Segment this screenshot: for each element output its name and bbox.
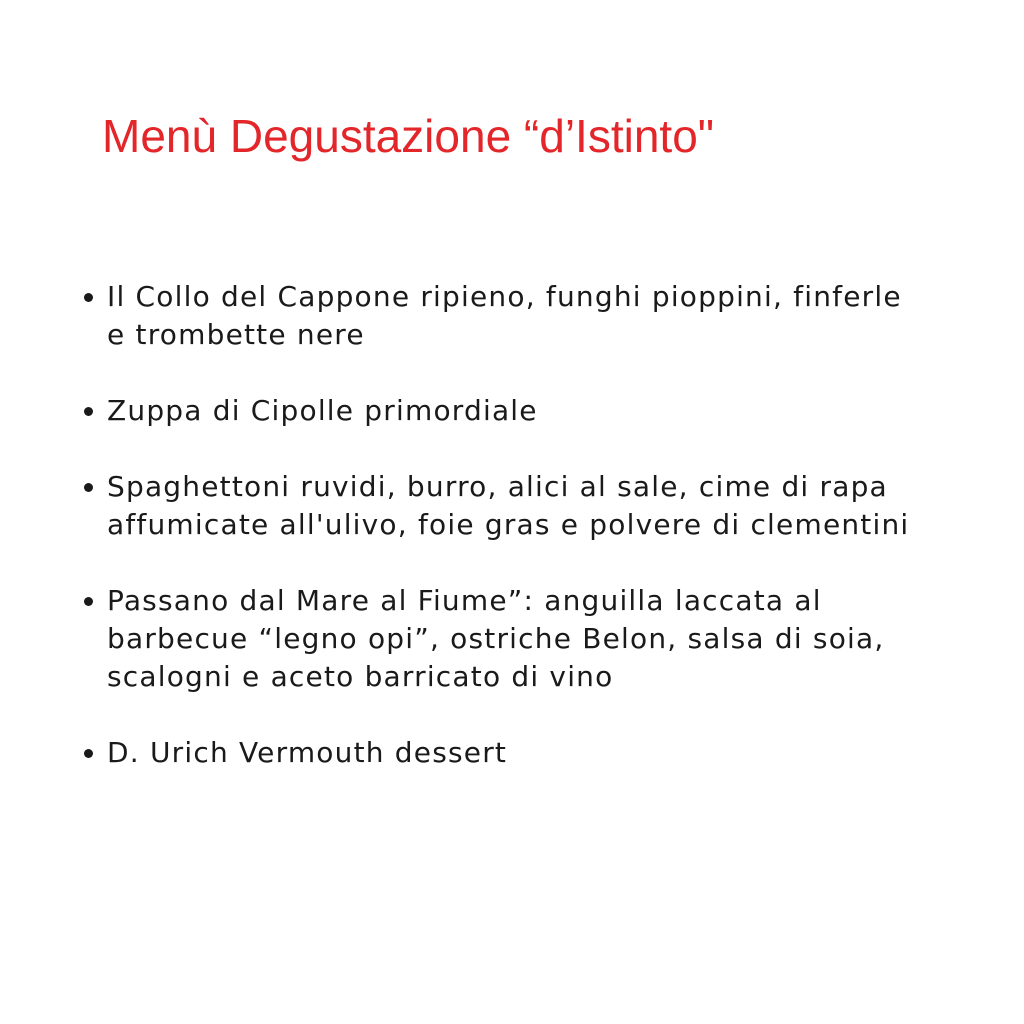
list-item [82, 582, 922, 696]
dish-text: Spaghettoni ruvidi, burro, alici al sale, cime di rapa affumicate all'ulivo, foie gras e polvere di clementini [107, 470, 910, 541]
dish-text: Passano dal Mare al Fiume”: anguilla laccata al barbecue “legno opi”, ostriche Belon, salsa di soia, scalogni e aceto barricato di vino [107, 584, 885, 693]
menu-title: Menù Degustazione “d’Istinto" [102, 110, 715, 162]
list-item [82, 468, 922, 544]
bullet-dot-icon [84, 483, 93, 492]
list-item [82, 392, 922, 430]
bullet-dot-icon [84, 293, 93, 302]
bullet-dot-icon [84, 749, 93, 758]
list-item [82, 734, 922, 772]
dish-text: Il Collo del Cappone ripieno, funghi pioppini, finferle e trombette nere [107, 280, 902, 351]
dish-text: D. Urich Vermouth dessert [107, 736, 508, 769]
bullet-dot-icon [84, 407, 93, 416]
bullet-dot-icon [84, 597, 93, 606]
dish-text: Zuppa di Cipolle primordiale [107, 394, 538, 427]
list-item [82, 278, 922, 354]
tasting-menu-list [82, 278, 922, 810]
